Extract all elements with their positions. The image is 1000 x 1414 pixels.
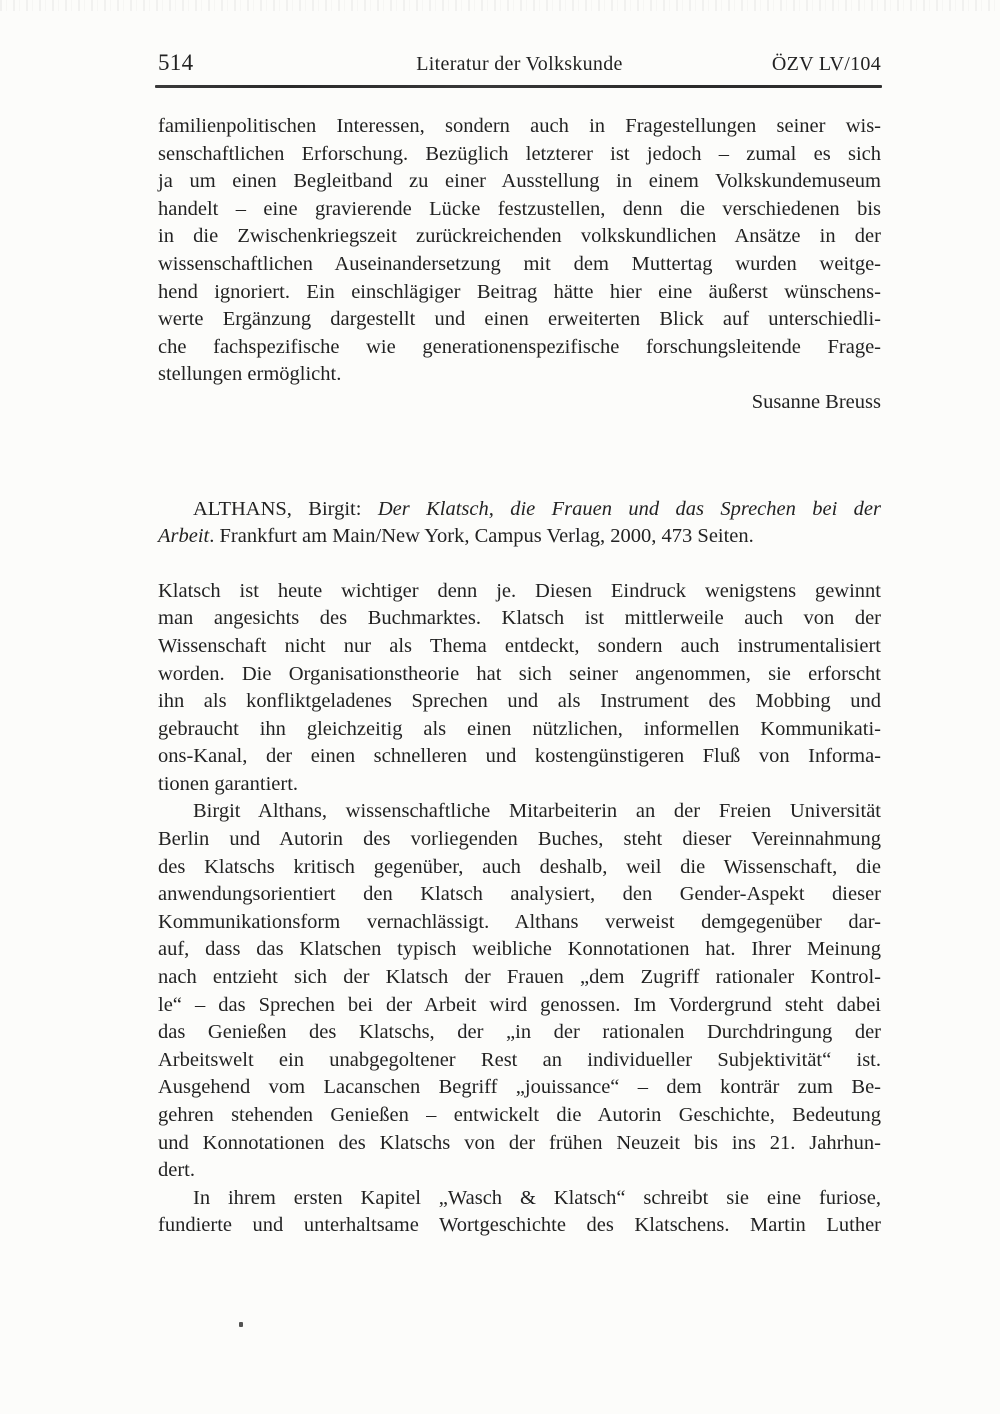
text-line: handelt – eine gravierende Lücke festzustellen, denn die verschiedenen bis	[158, 197, 881, 220]
text-line: Kommunikationsform vernachlässigt. Althans verweist demgegenüber dar-	[158, 910, 881, 933]
scan-artifact-dot	[239, 1322, 243, 1327]
text-line: gebraucht ihn gleichzeitig als einen nützlichen, informellen Kommunikati-	[158, 717, 881, 740]
text-line: gehren stehenden Genießen – entwickelt die Autorin Geschichte, Bedeutung	[158, 1104, 881, 1126]
text-line: nach entzieht sich der Klatsch der Frauen „dem Zugriff rationaler Kontrol-	[158, 966, 881, 989]
text-line: hend ignoriert. Ein einschlägiger Beitrag hätte hier eine äußerst wünschens-	[158, 280, 881, 303]
header-rule	[155, 85, 882, 88]
review-paragraph	[158, 798, 881, 1184]
text-line: ihn als konfliktgeladenes Sprechen und als Instrument des Mobbing und	[158, 690, 881, 713]
text-line: stellungen ermöglicht.	[158, 363, 342, 386]
text-line: des Klatschs kritisch gegenüber, auch deshalb, weil die Wissenschaft, die	[158, 855, 881, 878]
journal-reference: ÖZV LV/104	[771, 53, 881, 75]
page-number: 514	[158, 50, 194, 75]
text-line: fundierte und unterhaltsame Wortgeschichte des Klatschens. Martin Luther	[158, 1214, 881, 1237]
text-line: In ihrem ersten Kapitel „Wasch & Klatsch“ schreibt sie eine furiose,	[193, 1186, 881, 1209]
text-line	[158, 496, 881, 524]
text-line: che fachspezifische wie generationenspezifische forschungsleitende Frage-	[158, 335, 881, 358]
book-title-italic: Der Klatsch, die Frauen und das Sprechen bei der	[377, 497, 881, 520]
running-title: Literatur der Volkskunde	[416, 53, 623, 75]
text-line: le“ – das Sprechen bei der Arbeit wird genossen. Im Vordergrund steht dabei	[158, 993, 881, 1016]
text-line: familienpolitischen Interessen, sondern auch in Fragestellungen seiner wis-	[158, 115, 881, 137]
review-paragraph	[158, 578, 881, 799]
book-title-italic: Arbeit	[158, 525, 210, 548]
previous-review-ending	[158, 113, 881, 389]
text-line: Ausgehend vom Lacanschen Begriff „jouissance“ – dem konträr zum Be-	[158, 1076, 881, 1099]
text-line: in die Zwischenkriegszeit zurückreichenden volkskundlichen Ansätze in der	[158, 225, 881, 248]
text-line: das Genießen des Klatschs, der „in der rationalen Durchdringung der	[158, 1021, 881, 1044]
reviewer-signature: Susanne Breuss	[751, 390, 881, 413]
text-line: und Konnotationen des Klatschs von der frühen Neuzeit bis ins 21. Jahrhun-	[158, 1131, 881, 1154]
text-line: worden. Die Organisationstheorie hat sich seiner angenommen, sie erforscht	[158, 662, 881, 685]
text-line: tionen garantiert.	[158, 772, 299, 795]
scan-noise-strip	[0, 0, 1000, 11]
text-line: Wissenschaft nicht nur als Thema entdeckt, sondern auch instrumentalisiert	[158, 634, 881, 657]
text-line	[158, 523, 881, 551]
text-line: Berlin und Autorin des vorliegenden Buches, steht dieser Vereinnahmung	[158, 828, 881, 851]
running-header	[158, 50, 881, 76]
text-block	[158, 113, 881, 1240]
text-line: auf, dass das Klatschen typisch weibliche Konnotationen hat. Ihrer Meinung	[158, 938, 881, 961]
citation-text: ALTHANS, Birgit:	[193, 497, 378, 520]
citation-text: . Frankfurt am Main/New York, Campus Verlag, 2000, 473 Seiten.	[209, 525, 754, 548]
text-line: Klatsch ist heute wichtiger denn je. Diesen Eindruck wenigstens gewinnt	[158, 579, 881, 602]
text-line: wissenschaftlichen Auseinandersetzung mit dem Muttertag wurden weitge-	[158, 252, 881, 275]
review-body	[158, 578, 881, 1240]
book-citation	[158, 496, 881, 551]
text-line: Arbeitswelt ein unabgegoltener Rest an individueller Subjektivität“ ist.	[158, 1048, 881, 1071]
text-line: dert.	[158, 1159, 195, 1182]
text-line: ja um einen Begleitband zu einer Ausstellung in einem Volkskundemuseum	[158, 170, 881, 193]
text-line: senschaftlichen Erforschung. Bezüglich letzterer ist jedoch – zumal es sich	[158, 142, 881, 165]
text-line: Birgit Althans, wissenschaftliche Mitarbeiterin an der Freien Universität	[193, 800, 881, 823]
text-line: ons-Kanal, der einen schnelleren und kostengünstigeren Fluß von Informa-	[158, 745, 881, 768]
text-line: anwendungsorientiert den Klatsch analysiert, den Gender-Aspekt dieser	[158, 883, 881, 906]
review-paragraph	[158, 1185, 881, 1240]
text-line: man angesichts des Buchmarktes. Klatsch ist mittlerweile auch von der	[158, 607, 881, 630]
text-line: werte Ergänzung dargestellt und einen erweiterten Blick auf unterschiedli-	[158, 308, 881, 331]
